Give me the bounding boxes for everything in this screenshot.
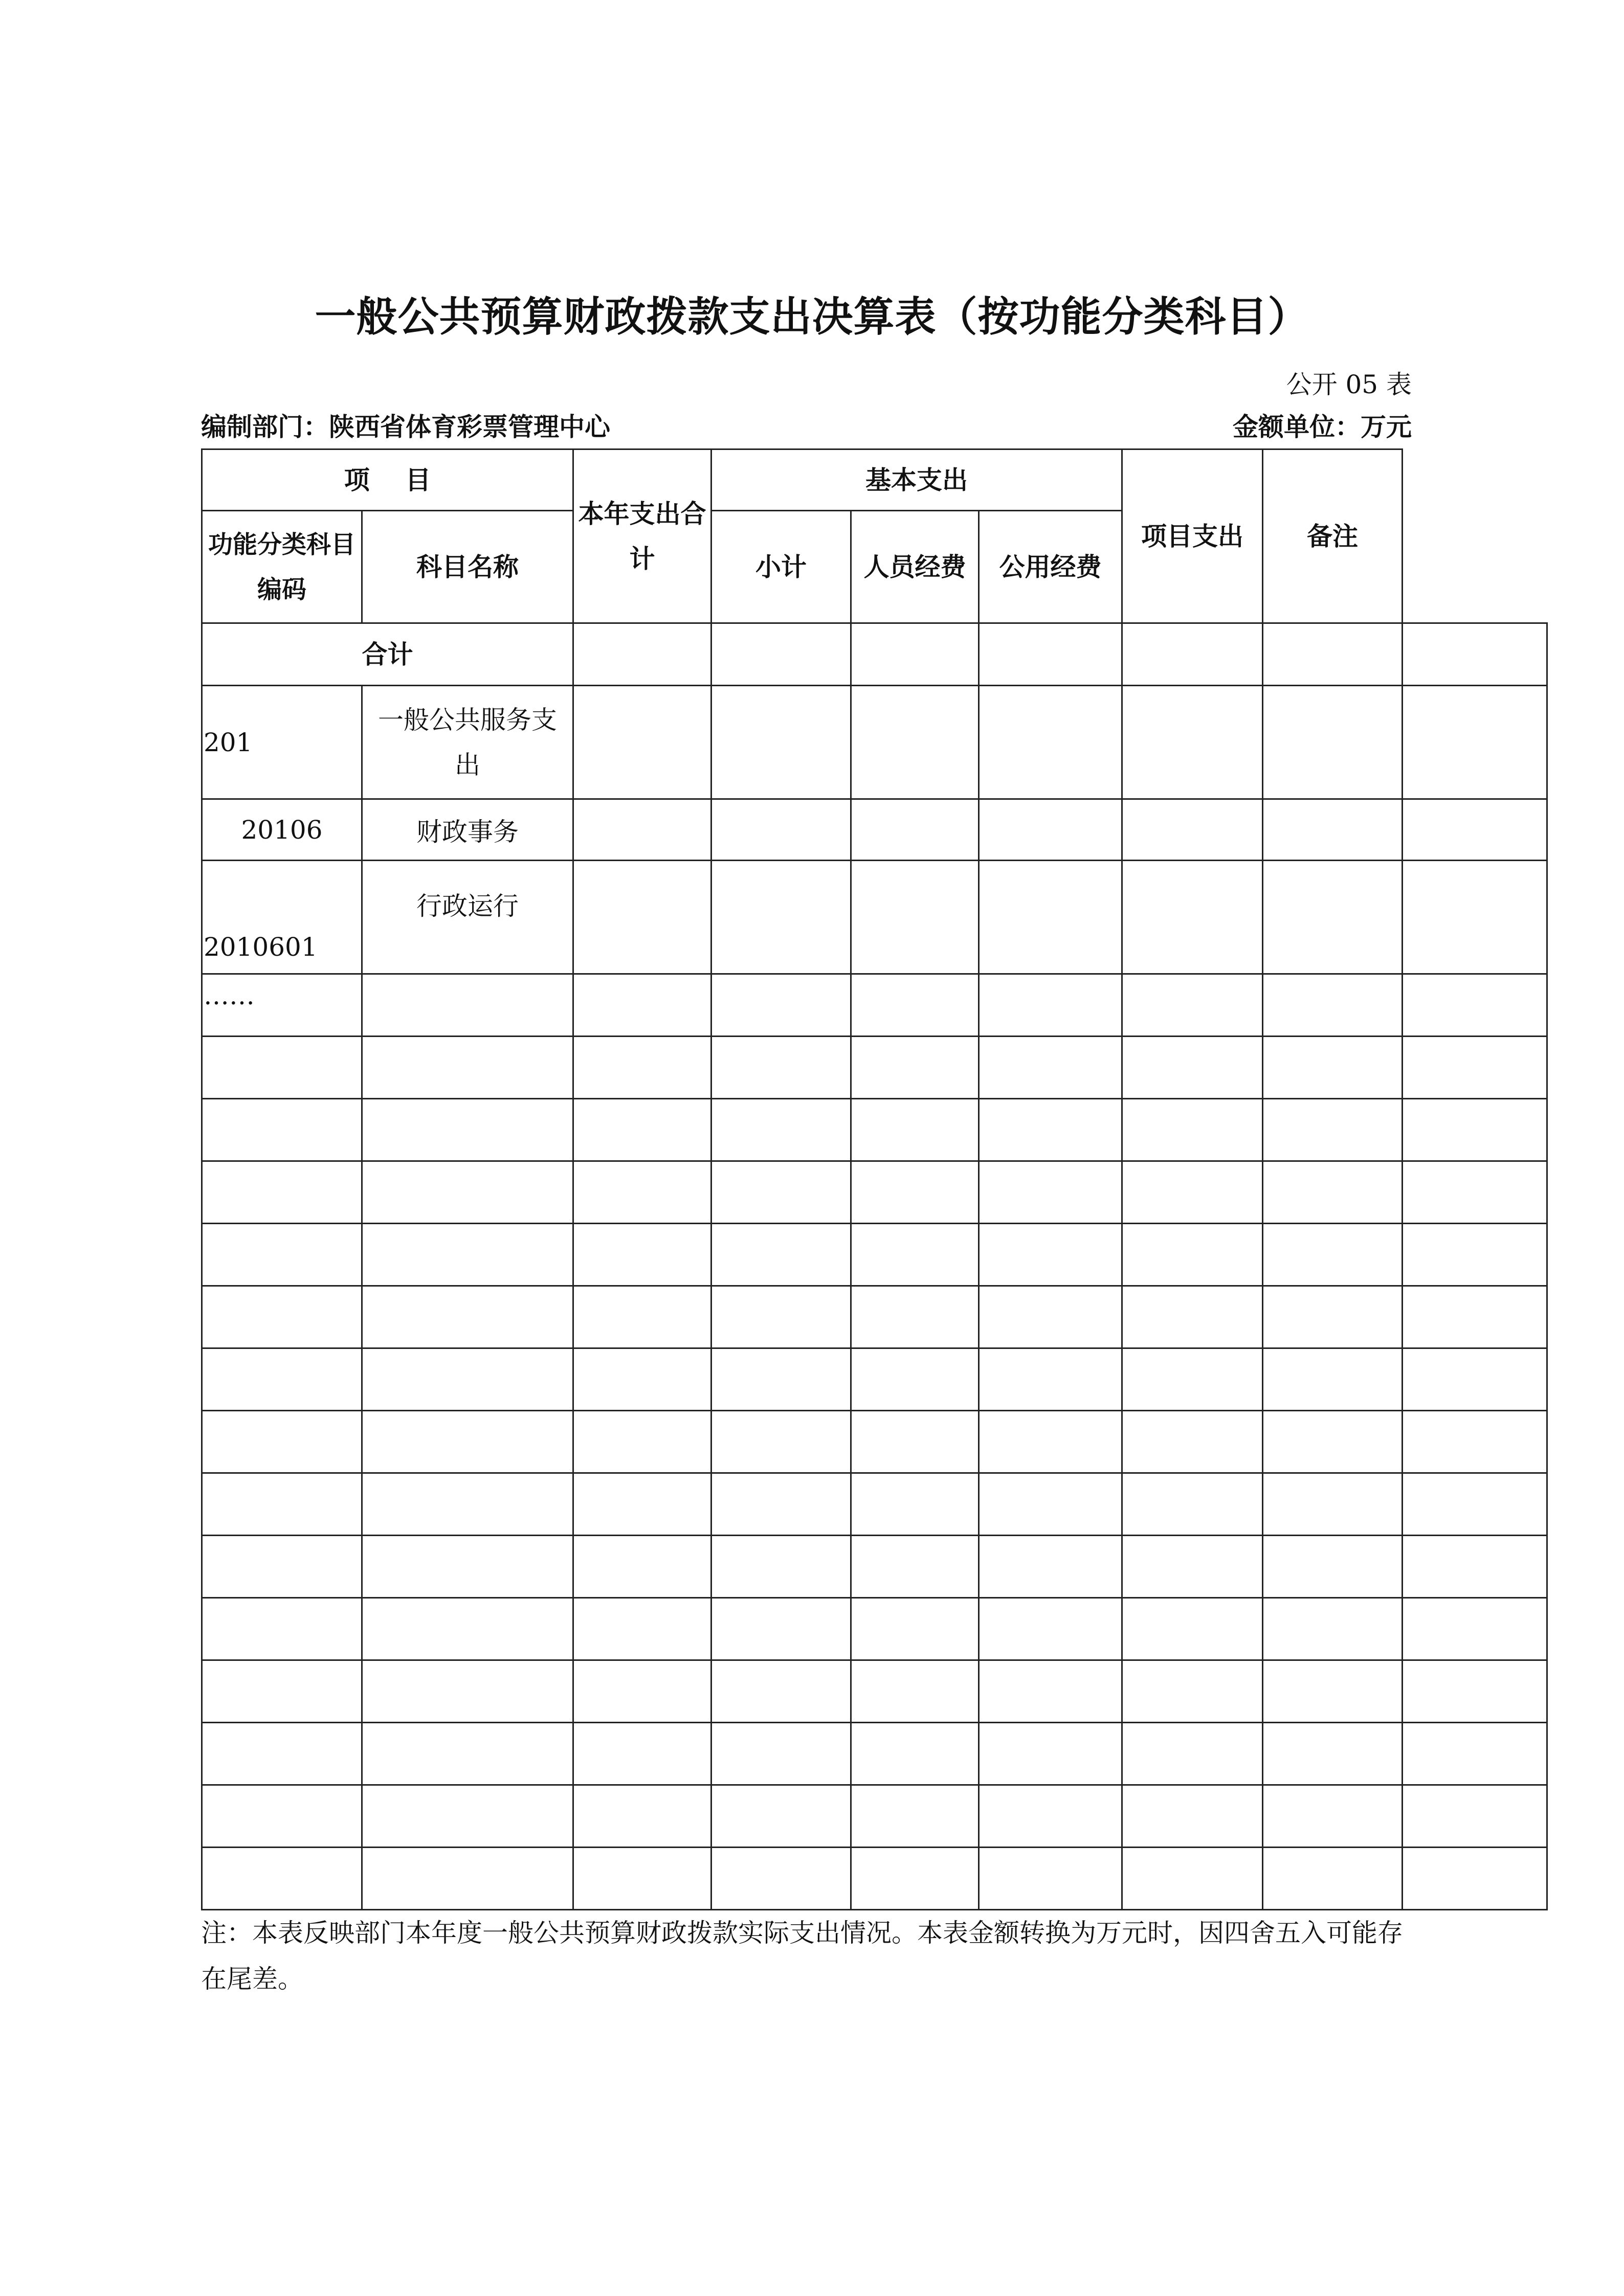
empty-row: [202, 1785, 1547, 1848]
empty-row: [202, 1099, 1547, 1161]
total-row: [202, 623, 1547, 686]
header-subtotal: 小计: [711, 511, 851, 623]
row-code: ……: [202, 974, 362, 1037]
header-item: 项 目: [202, 449, 573, 511]
empty-row: [202, 1037, 1547, 1099]
department-label: 编制部门：陕西省体育彩票管理中心: [201, 412, 610, 442]
total-label: 合计: [202, 623, 573, 686]
row-name: 行政运行: [362, 861, 573, 974]
document-title: 一般公共预算财政拨款支出决算表（按功能分类科目）: [315, 293, 1309, 341]
row-code: 2010601: [202, 861, 362, 974]
expenditure-table: [201, 448, 1548, 1910]
header-remark: 备注: [1263, 449, 1403, 623]
footnote: 注：本表反映部门本年度一般公共预算财政拨款实际支出情况。本表金额转换为万元时，因四舍五入可能存在尾差。: [201, 1918, 1403, 1994]
empty-row: [202, 1848, 1547, 1910]
header-personnel: 人员经费: [851, 511, 979, 623]
form-number: 公开 05 表: [1286, 370, 1412, 399]
empty-row: [202, 1598, 1547, 1660]
header-func-code: 功能分类科目编码: [202, 511, 362, 623]
row-name: 财政事务: [362, 799, 573, 861]
header-public: 公用经费: [979, 511, 1122, 623]
empty-row: [202, 1473, 1547, 1536]
table-row: [202, 861, 1547, 974]
row-name: [362, 974, 573, 1037]
empty-row: [202, 1224, 1547, 1286]
empty-row: [202, 1660, 1547, 1723]
table-row: [202, 799, 1547, 861]
header-basic-expenditure: 基本支出: [711, 449, 1122, 511]
header-subject-name: 科目名称: [362, 511, 573, 623]
unit-label: 金额单位：万元: [1233, 412, 1412, 442]
empty-row: [202, 1348, 1547, 1411]
meta-row: [201, 407, 1412, 442]
header-project-expenditure: 项目支出: [1122, 449, 1263, 623]
row-code: 201: [202, 686, 362, 799]
empty-row: [202, 1536, 1547, 1598]
table-row: [202, 686, 1547, 799]
table-row: [202, 974, 1547, 1037]
empty-row: [202, 1411, 1547, 1473]
row-code: 20106: [202, 799, 362, 861]
header-year-total: 本年支出合计: [573, 449, 711, 623]
empty-row: [202, 1286, 1547, 1348]
empty-row: [202, 1723, 1547, 1785]
row-name: 一般公共服务支出: [362, 686, 573, 799]
empty-row: [202, 1161, 1547, 1224]
